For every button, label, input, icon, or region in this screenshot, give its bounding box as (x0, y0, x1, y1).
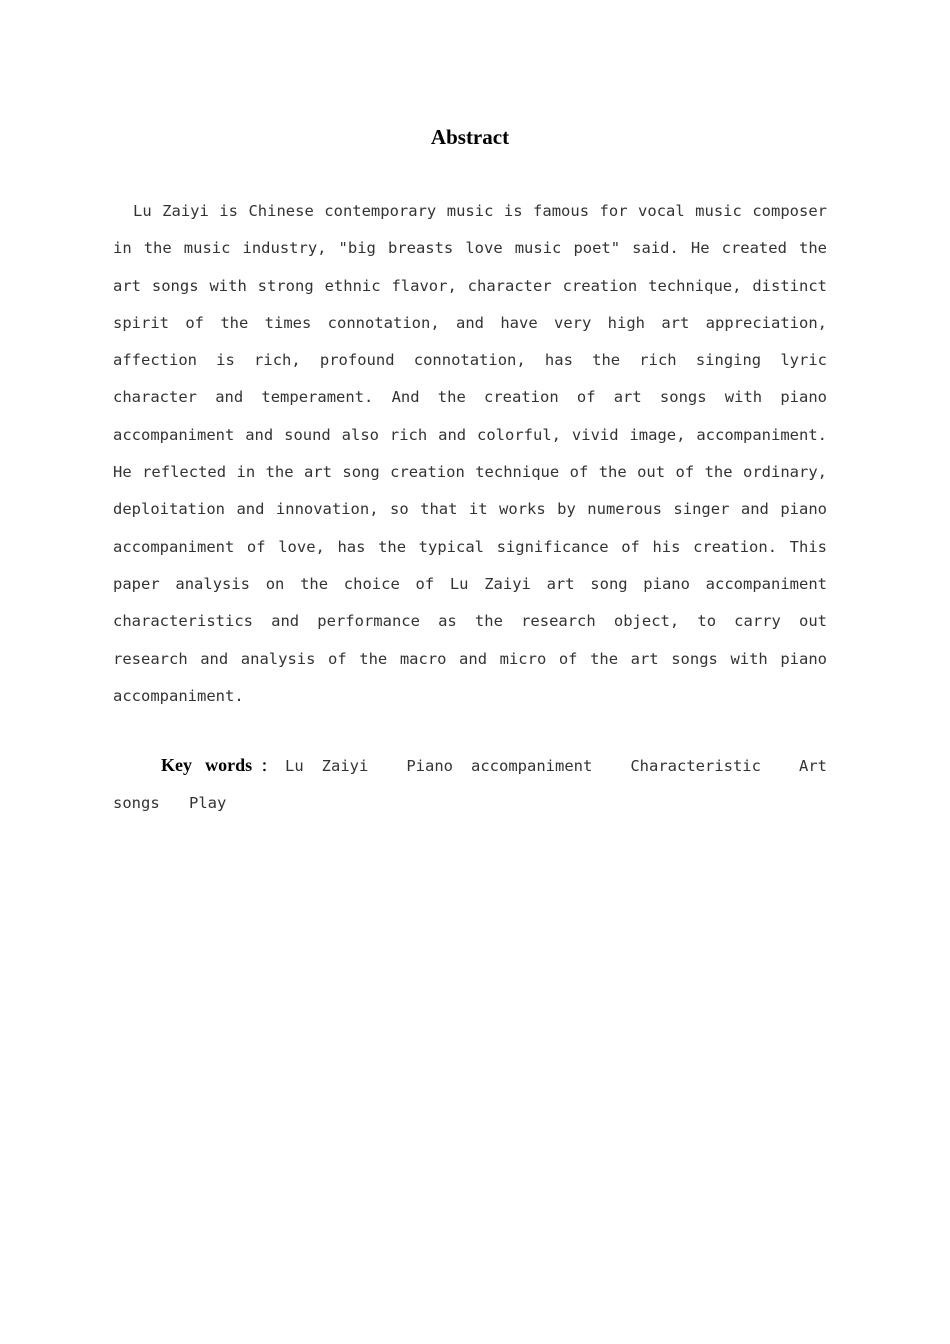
abstract-title: Abstract (430, 125, 510, 149)
keywords-label: Key words (161, 755, 253, 775)
keyword-item: Piano accompaniment (406, 757, 593, 775)
keyword-item: Lu Zaiyi (285, 757, 369, 775)
keyword-item: Characteristic (630, 757, 761, 775)
abstract-body: Lu Zaiyi is Chinese contemporary music is famous for vocal music composer in the music industry, "big breasts love music poet" said. He created the art songs with strong ethnic flavor, character creation technique, distinct spirit of the times connotation, and have very high art appreciation, affection is rich, profound connotation, has the rich singing lyric character and temperament. And the creation of art songs with piano accompaniment and sound also rich and colorful, vivid image, accompaniment. He reflected in the art song creation technique of the out of the ordinary, deploitation and innovation, so that it works by numerous singer and piano accompaniment of love, has the typical significance of his creation. This paper analysis on the choice of Lu Zaiyi art song piano accompaniment characteristics and performance as the research object, to carry out research and analysis of the macro and micro of the art songs with piano accompaniment. (113, 202, 827, 705)
keyword-item: Play (189, 794, 227, 813)
keywords-line (113, 747, 827, 823)
keywords-separator: ： (252, 757, 286, 775)
keyword-item: Art songs (113, 757, 827, 813)
